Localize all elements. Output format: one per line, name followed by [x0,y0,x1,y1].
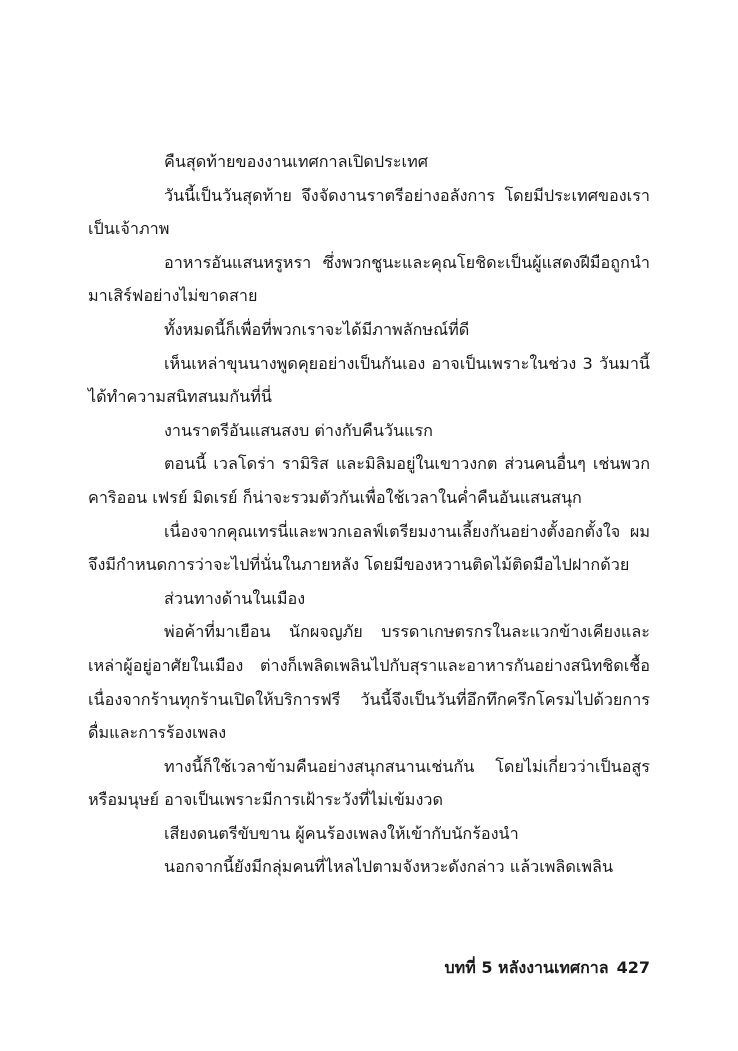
paragraph: งานราตรีอันแสนสงบ ต่างกับคืนวันแรก [164,420,433,440]
chapter-title: บทที่ 5 หลังงานเทศกาล [444,958,609,977]
body-text [88,145,650,884]
paragraph: คืนสุดท้ายของงานเทศกาลเปิดประเทศ [164,152,429,171]
paragraph: เสียงดนตรีขับขาน ผู้คนร้องเพลงให้เข้ากับนักร้องนำ [164,823,519,843]
paragraph: ส่วนทางด้านในเมือง [164,588,306,608]
paragraph: เห็นเหล่าขุนนางพูดคุยอย่างเป็นกันเอง อาจเป็นเพราะในช่วง 3 วันมานี้ได้ทำความสนิทสนมกันที่นี่ [88,353,650,407]
paragraph: เนื่องจากคุณเทรนี่และพวกเอลฟ์เตรียมงานเลี้ยงกันอย่างตั้งอกตั้งใจ ผมจึงมีกำหนดการว่าจะไปที่นั่นในภายหลัง โดยมีของหวานติดไม้ติดมือไปฝากด้วย [88,521,650,575]
page-footer [445,956,650,981]
paragraph: นอกจากนี้ยังมีกลุ่มคนที่ไหลไปตามจังหวะดังกล่าว แล้วเพลิดเพลิน [164,857,614,877]
paragraph: ทั้งหมดนี้ก็เพื่อที่พวกเราจะได้มีภาพลักษณ์ที่ดี [164,319,470,339]
paragraph: พ่อค้าที่มาเยือน นักผจญภัย บรรดาเกษตรกรในละแวกข้างเคียงและเหล่าผู้อยู่อาศัยในเมือง ต่างก็เพลิดเพลินไปกับสุราและอาหารกันอย่างสนิทชิดเชื้อ เนื่องจากร้านทุกร้านเปิดให้บริการฟรี วันนี้จึงเป็นวันที่อึกทึกครึกโครมไปด้วยการดื่มและการร้องเพลง [88,622,650,743]
paragraph: ทางนี้ก็ใช้เวลาข้ามคืนอย่างสนุกสนานเช่นกัน โดยไม่เกี่ยวว่าเป็นอสูรหรือมนุษย์ อาจเป็นเพราะมีการเฝ้าระวังที่ไม่เข้มงวด [88,756,650,810]
page-number: 427 [616,958,650,977]
paragraph: ตอนนี้ เวลโดร่า รามิริส และมิลิมอยู่ในเขาวงกต ส่วนคนอื่นๆ เช่นพวกคาริออน เฟรย์ มิดเรย์ ก็น่าจะรวมตัวกันเพื่อใช้เวลาในค่ำคืนอันแสนสนุก [88,454,650,507]
paragraph: อาหารอันแสนหรูหรา ซึ่งพวกชูนะและคุณโยชิดะเป็นผู้แสดงฝีมือถูกนำมาเสิร์ฟอย่างไม่ขาดสาย [88,252,650,306]
paragraph: วันนี้เป็นวันสุดท้าย จึงจัดงานราตรีอย่างอลังการ โดยมีประเทศของเราเป็นเจ้าภาพ [88,185,650,239]
